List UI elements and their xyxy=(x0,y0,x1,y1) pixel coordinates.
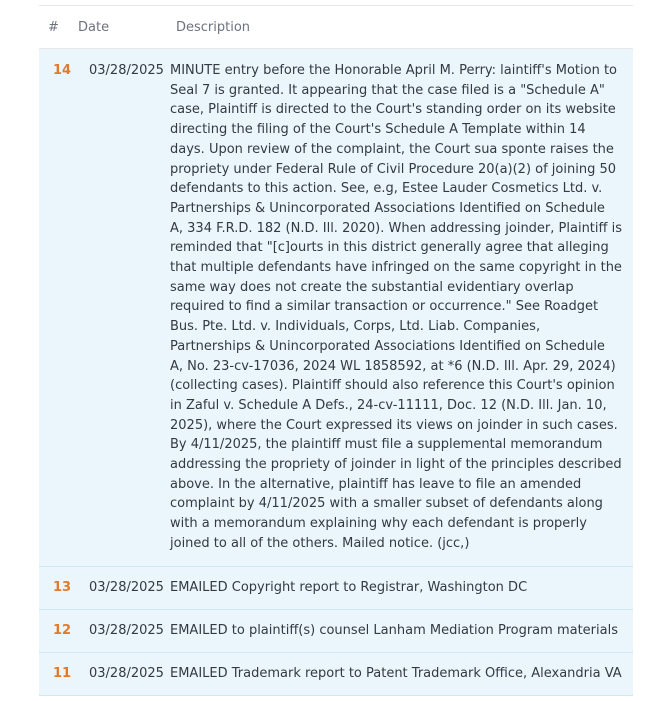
entry-date: 03/28/2025 xyxy=(89,63,164,78)
column-header-description: Description xyxy=(176,19,251,35)
table-row xyxy=(39,653,633,696)
entry-description: EMAILED to plaintiff(s) counsel Lanham Mediation Program materials xyxy=(170,622,618,638)
entry-date: 03/28/2025 xyxy=(89,623,164,639)
entry-description: EMAILED Copyright report to Registrar, Washington DC xyxy=(170,579,528,595)
entry-number[interactable]: 13 xyxy=(53,580,72,596)
entry-description: MINUTE entry before the Honorable April M. Perry: laintiff's Motion to Seal 7 is granted. It appearing that the case filed is a "Schedule A" case, Plaintiff is directed to the Court's standing order on its website directing the filing of the Court's Schedule A Template within 14 days. Upon review of the complaint, the Court sua sponte raises the propriety under Federal Rule of Civil Procedure 20(a)(2) of joining 50 defendants to this action. See, e.g, Estee Lauder Cosmetics Ltd. v. Partnerships & Unincorporated Associations Identified on Schedule A, 334 F.R.D. 182 (N.D. Ill. 2020). When addressing joinder, Plaintiff is reminded that "[c]ourts in this district generally agree that alleging that multiple defendants have infringed on the same copyright in the same way does not create the substantial evidentiary overlap required to find a similar transaction or occurrence." See Roadget Bus. Pte. Ltd. v. Individuals, Corps, Ltd. Liab. Companies, Partnerships & Unincorporated Associations Identified on Schedule A, No. 23-cv-17036, 2024 WL 1858592, at *6 (N.D. Ill. Apr. 29, 2024) (collecting cases). Plaintiff should also reference this Court's opinion in Zaful v. Schedule A Defs., 24-cv-11111, Doc. 12 (N.D. Ill. Jan. 10, 2025), where the Court expressed its views on joinder in such cases. By 4/11/2025, the plaintiff must file a supplemental memorandum addressing the propriety of joinder in light of the principles described above. In the alternative, plaintiff has leave to file an amended complaint by 4/11/2025 with a smaller subset of defendants along with a memorandum explaining why each defendant is properly joined to all of the others. Mailed notice. (jcc,) xyxy=(170,63,622,551)
entry-date: 03/28/2025 xyxy=(89,666,164,682)
table-row xyxy=(39,610,633,653)
entry-description: EMAILED Trademark report to Patent Trademark Office, Alexandria VA xyxy=(170,665,622,681)
docket-table xyxy=(39,5,633,696)
column-header-number: # xyxy=(48,19,59,35)
table-row xyxy=(39,49,633,567)
table-row xyxy=(39,567,633,610)
entry-number[interactable]: 12 xyxy=(53,623,72,639)
table-header xyxy=(39,5,633,49)
entry-number[interactable]: 14 xyxy=(53,63,72,78)
entry-number[interactable]: 11 xyxy=(53,666,72,682)
entry-date: 03/28/2025 xyxy=(89,580,164,596)
column-header-date: Date xyxy=(78,19,110,35)
